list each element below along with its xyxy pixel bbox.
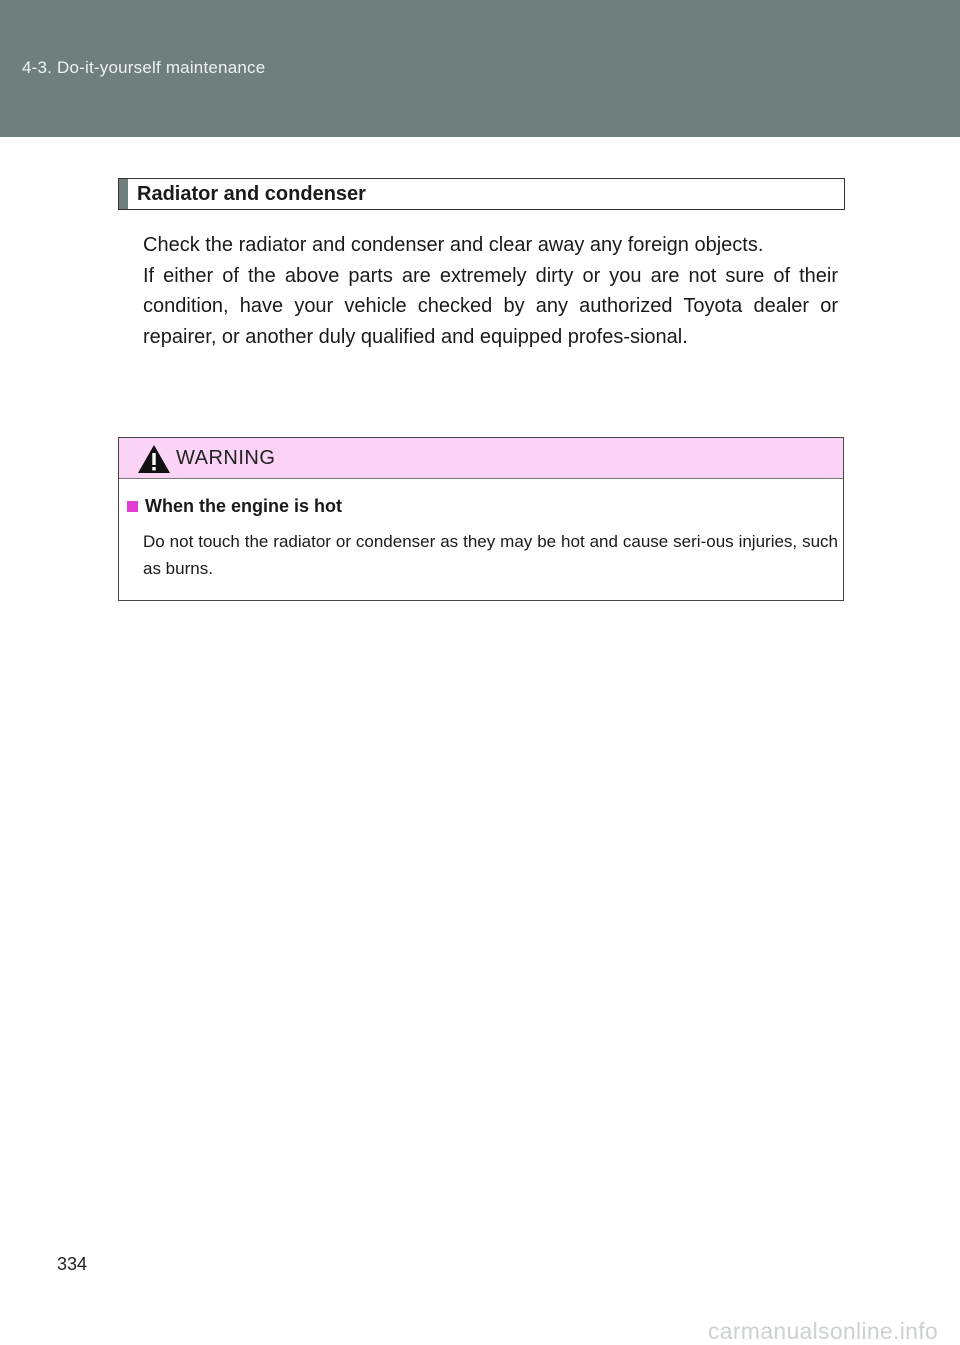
warning-header xyxy=(119,438,843,479)
section-title: Radiator and condenser xyxy=(137,183,366,205)
page-number: 334 xyxy=(57,1254,88,1274)
warning-item-heading-text: When the engine is hot xyxy=(145,496,342,516)
bullet-square-icon xyxy=(127,501,138,512)
section-breadcrumb: 4-3. Do-it-yourself maintenance xyxy=(22,58,266,77)
section-body xyxy=(143,230,838,352)
warning-item-heading xyxy=(127,496,342,517)
header-band xyxy=(0,0,960,137)
warning-triangle-icon xyxy=(137,444,171,474)
warning-item-text: Do not touch the radiator or condenser as they may be hot and cause seri-ous injuries, such as burns. xyxy=(143,532,838,578)
body-paragraph-1: Check the radiator and condenser and clear away any foreign objects. xyxy=(143,234,764,256)
section-title-bar xyxy=(118,178,845,210)
warning-title: WARNING xyxy=(176,447,276,469)
watermark: carmanualsonline.info xyxy=(707,1318,938,1344)
warning-box xyxy=(118,437,844,601)
body-paragraph-2: If either of the above parts are extremely dirty or you are not sure of their condition, have your vehicle checked by any authorized Toyota dealer or repairer, or another duly qualified and equipped profes-sional. xyxy=(143,264,838,348)
title-accent-bar xyxy=(119,179,128,209)
